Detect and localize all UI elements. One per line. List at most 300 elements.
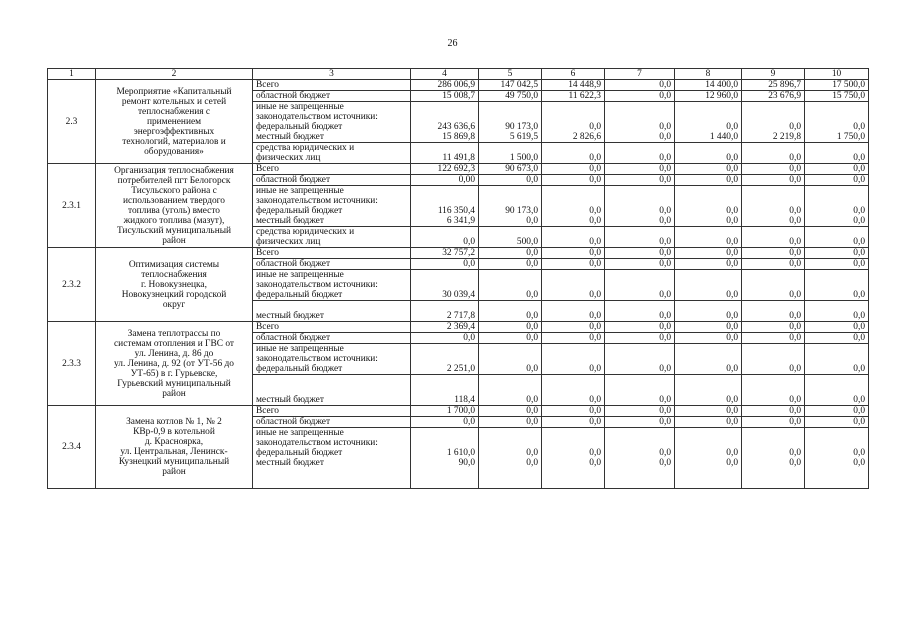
- description-line: район: [162, 235, 186, 246]
- amount-cell: [542, 417, 605, 428]
- amount-value: 0,0: [589, 164, 601, 174]
- amount-cell: [675, 186, 742, 227]
- amount-cell: [542, 428, 605, 489]
- source-line: Всего: [256, 248, 279, 258]
- funding-source: [253, 375, 411, 406]
- amount-value: 0,0: [853, 206, 865, 216]
- item-description: [96, 164, 253, 248]
- source-line: иные не запрещенные: [256, 344, 344, 354]
- description-line: Кузнецкий муниципальный: [118, 457, 230, 467]
- description-line: г. Новокузнецка,: [141, 279, 207, 290]
- amount-value: 0,0: [726, 311, 738, 321]
- source-line: [256, 301, 407, 311]
- amount-cell: [411, 375, 479, 406]
- amount-value: 23 676,9: [768, 91, 801, 101]
- amount-cell: [542, 259, 605, 270]
- amount-cell: [805, 164, 869, 175]
- amount-value: 0,0: [589, 237, 601, 247]
- description-line: ремонт котельных и сетей: [121, 96, 227, 107]
- amount-cell: [675, 417, 742, 428]
- funding-table: [47, 68, 869, 489]
- description-line: Новокузнецкий городской: [121, 289, 227, 300]
- amount-cell: [605, 333, 675, 344]
- funding-source: [253, 406, 411, 417]
- amount-cell: [479, 333, 542, 344]
- amount-value: 0,0: [526, 248, 538, 258]
- amount-value: 0,0: [526, 322, 538, 332]
- amount-cell: [542, 143, 605, 164]
- amount-value: 500,0: [516, 237, 538, 247]
- table-row: [48, 322, 869, 333]
- amount-value: 0,0: [589, 333, 601, 343]
- amount-cell: [805, 143, 869, 164]
- source-line: местный бюджет: [256, 395, 324, 405]
- amount-value: 0,0: [463, 259, 475, 269]
- source-line: областной бюджет: [256, 333, 331, 343]
- amount-cell: [605, 417, 675, 428]
- description-line: Замена котлов № 1, № 2: [126, 417, 222, 427]
- amount-value: 0,0: [853, 290, 865, 300]
- source-line: средства юридических и: [256, 227, 355, 237]
- amount-value: 0,0: [789, 395, 801, 405]
- amount-cell: [675, 259, 742, 270]
- amount-cell: [479, 259, 542, 270]
- amount-cell: [605, 80, 675, 91]
- amount-value: 0,0: [726, 175, 738, 185]
- amount-cell: [411, 333, 479, 344]
- amount-value: 0,0: [726, 333, 738, 343]
- amount-value: 147 042,5: [500, 80, 538, 90]
- amount-cell: [742, 301, 805, 322]
- column-header: 1: [48, 69, 96, 80]
- amount-value: 0,0: [789, 206, 801, 216]
- amount-cell: [805, 375, 869, 406]
- amount-value: 0,0: [853, 122, 865, 132]
- amount-cell: [742, 333, 805, 344]
- description-line: энергоэффективных: [133, 126, 215, 137]
- amount-cell: [742, 259, 805, 270]
- amount-value: 2 717,8: [446, 311, 475, 321]
- amount-cell: [542, 301, 605, 322]
- item-description: [96, 322, 253, 406]
- source-line: федеральный бюджет: [256, 290, 343, 300]
- amount-value: 0,0: [789, 417, 801, 427]
- amount-value: 0,0: [726, 364, 738, 374]
- amount-cell: [675, 406, 742, 417]
- table-row: [48, 80, 869, 91]
- funding-source: [253, 270, 411, 301]
- item-number: 2.3.1: [48, 164, 96, 248]
- description-line: ул. Ленина, д. 92 (от УТ-56 до: [114, 358, 234, 369]
- amount-cell: [805, 406, 869, 417]
- funding-source: [253, 248, 411, 259]
- amount-value: 0,0: [589, 458, 601, 468]
- amount-value: 0,0: [526, 259, 538, 269]
- amount-value: 0,0: [726, 248, 738, 258]
- column-header: 4: [411, 69, 479, 80]
- amount-value: 1 700,0: [446, 406, 475, 416]
- amount-value: 0,0: [589, 395, 601, 405]
- source-line: Всего: [256, 322, 279, 332]
- amount-value: 30 039,4: [442, 290, 475, 300]
- amount-value: 15 750,0: [832, 91, 865, 101]
- amount-cell: [542, 344, 605, 375]
- amount-value: 0,0: [526, 216, 538, 226]
- amount-value: 0,0: [659, 448, 671, 458]
- amount-cell: [805, 227, 869, 248]
- source-line: [256, 468, 407, 478]
- amount-value: 0,00: [458, 175, 475, 185]
- amount-cell: [479, 102, 542, 143]
- source-line: [256, 478, 407, 488]
- amount-value: 0,0: [526, 458, 538, 468]
- column-header: 5: [479, 69, 542, 80]
- amount-value: 0,0: [659, 417, 671, 427]
- amount-cell: [542, 406, 605, 417]
- amount-cell: [411, 270, 479, 301]
- funding-source: [253, 333, 411, 344]
- amount-cell: [805, 322, 869, 333]
- amount-cell: [605, 227, 675, 248]
- amount-value: 0,0: [726, 458, 738, 468]
- amount-cell: [411, 143, 479, 164]
- source-line: федеральный бюджет: [256, 122, 343, 132]
- amount-value: 0,0: [789, 448, 801, 458]
- amount-cell: [542, 175, 605, 186]
- amount-value: 0,0: [789, 164, 801, 174]
- amount-value: 0,0: [853, 164, 865, 174]
- amount-cell: [805, 344, 869, 375]
- amount-value: 25 896,7: [768, 80, 801, 90]
- amount-cell: [411, 102, 479, 143]
- amount-cell: [742, 428, 805, 489]
- amount-value: 0,0: [589, 122, 601, 132]
- funding-source: [253, 322, 411, 333]
- amount-value: 14 448,9: [568, 80, 601, 90]
- amount-value: 0,0: [659, 259, 671, 269]
- source-line: иные не запрещенные: [256, 428, 344, 438]
- amount-value: 0,0: [589, 322, 601, 332]
- description-line: системам отопления и ГВС от: [114, 338, 234, 349]
- description-line: теплоснабжения: [141, 269, 207, 280]
- source-line: местный бюджет: [256, 311, 324, 321]
- funding-source: [253, 91, 411, 102]
- amount-cell: [742, 406, 805, 417]
- amount-value: 1 500,0: [509, 153, 538, 163]
- description-line: Замена теплотрассы по: [127, 328, 221, 339]
- amount-value: 0,0: [659, 290, 671, 300]
- amount-value: 12 960,0: [705, 91, 738, 101]
- amount-value: 0,0: [659, 132, 671, 142]
- source-line: законодательством источники:: [256, 112, 378, 122]
- description-line: Мероприятие «Капитальный: [116, 86, 232, 97]
- amount-value: 0,0: [853, 248, 865, 258]
- amount-value: 118,4: [454, 395, 475, 405]
- amount-value: 0,0: [526, 417, 538, 427]
- amount-value: 1 750,0: [836, 132, 865, 142]
- amount-cell: [605, 406, 675, 417]
- column-header: 9: [742, 69, 805, 80]
- amount-value: 0,0: [726, 153, 738, 163]
- amount-cell: [605, 270, 675, 301]
- amount-value: 0,0: [789, 333, 801, 343]
- amount-cell: [542, 270, 605, 301]
- source-line: областной бюджет: [256, 417, 331, 427]
- amount-cell: [411, 164, 479, 175]
- amount-value: 90 173,0: [505, 122, 538, 132]
- amount-cell: [411, 248, 479, 259]
- amount-cell: [411, 175, 479, 186]
- amount-value: 0,0: [589, 364, 601, 374]
- amount-value: 0,0: [789, 322, 801, 332]
- description-line: теплоснабжения с: [137, 106, 211, 117]
- description-line: ул. Ленина, д. 86 до: [134, 348, 214, 359]
- amount-value: 0,0: [659, 333, 671, 343]
- amount-value: 0,0: [726, 448, 738, 458]
- column-header: 6: [542, 69, 605, 80]
- amount-value: 0,0: [659, 216, 671, 226]
- source-line: иные не запрещенные: [256, 270, 344, 280]
- amount-cell: [742, 248, 805, 259]
- amount-value: 2 219,8: [772, 132, 801, 142]
- item-description: [96, 248, 253, 322]
- amount-cell: [742, 164, 805, 175]
- amount-cell: [675, 164, 742, 175]
- amount-cell: [675, 80, 742, 91]
- amount-cell: [805, 248, 869, 259]
- amount-cell: [742, 80, 805, 91]
- amount-value: 0,0: [853, 333, 865, 343]
- amount-cell: [479, 344, 542, 375]
- amount-value: 0,0: [789, 311, 801, 321]
- source-line: [256, 385, 407, 395]
- amount-cell: [742, 227, 805, 248]
- amount-cell: [805, 417, 869, 428]
- amount-cell: [675, 375, 742, 406]
- amount-value: 0,0: [726, 322, 738, 332]
- source-line: местный бюджет: [256, 132, 324, 142]
- amount-value: 0,0: [659, 458, 671, 468]
- amount-cell: [742, 270, 805, 301]
- amount-value: 243 636,6: [437, 122, 475, 132]
- amount-cell: [675, 322, 742, 333]
- description-line: топлива (уголь) вместо: [127, 205, 220, 216]
- source-line: иные не запрещенные: [256, 102, 344, 112]
- amount-value: 0,0: [726, 406, 738, 416]
- amount-cell: [675, 175, 742, 186]
- amount-cell: [479, 417, 542, 428]
- description-line: округ: [162, 299, 186, 310]
- amount-cell: [742, 344, 805, 375]
- amount-value: 0,0: [789, 458, 801, 468]
- amount-value: 0,0: [659, 322, 671, 332]
- table-row: [48, 406, 869, 417]
- amount-value: 0,0: [726, 417, 738, 427]
- amount-value: 15 869,8: [442, 132, 475, 142]
- amount-cell: [479, 375, 542, 406]
- amount-cell: [675, 428, 742, 489]
- source-line: Всего: [256, 164, 279, 174]
- amount-value: 0,0: [853, 153, 865, 163]
- funding-source: [253, 259, 411, 270]
- amount-value: 0,0: [463, 237, 475, 247]
- amount-value: 0,0: [853, 311, 865, 321]
- amount-value: 0,0: [463, 333, 475, 343]
- amount-value: 0,0: [726, 216, 738, 226]
- description-line: использованием твердого: [123, 195, 225, 206]
- item-number: 2.3.2: [48, 248, 96, 322]
- amount-value: 17 500,0: [832, 80, 865, 90]
- amount-cell: [742, 102, 805, 143]
- amount-value: 0,0: [853, 406, 865, 416]
- source-line: законодательством источники:: [256, 354, 378, 364]
- amount-cell: [542, 102, 605, 143]
- amount-cell: [479, 175, 542, 186]
- amount-value: 0,0: [853, 448, 865, 458]
- source-line: областной бюджет: [256, 175, 331, 185]
- amount-cell: [605, 259, 675, 270]
- description-line: Гурьевский муниципальный: [117, 378, 231, 389]
- amount-cell: [675, 301, 742, 322]
- amount-cell: [411, 91, 479, 102]
- description-line: жидкого топлива (мазут),: [123, 215, 225, 226]
- amount-cell: [742, 322, 805, 333]
- item-description: [96, 406, 253, 489]
- amount-cell: [411, 80, 479, 91]
- column-header: 3: [253, 69, 411, 80]
- amount-value: 0,0: [853, 216, 865, 226]
- amount-value: 0,0: [726, 237, 738, 247]
- funding-source: [253, 301, 411, 322]
- amount-value: 0,0: [589, 406, 601, 416]
- amount-value: 0,0: [589, 216, 601, 226]
- amount-value: 1 610,0: [446, 448, 475, 458]
- amount-value: 0,0: [589, 448, 601, 458]
- amount-value: 0,0: [526, 406, 538, 416]
- funding-source: [253, 428, 411, 489]
- amount-value: 0,0: [789, 122, 801, 132]
- amount-value: 0,0: [526, 311, 538, 321]
- amount-value: 14 400,0: [705, 80, 738, 90]
- amount-value: 0,0: [526, 333, 538, 343]
- amount-value: 0,0: [589, 175, 601, 185]
- source-line: законодательством источники:: [256, 438, 378, 448]
- description-line: технологий, материалов и: [122, 136, 226, 147]
- description-line: д. Красноярка,: [144, 437, 204, 447]
- amount-value: 0,0: [589, 259, 601, 269]
- amount-cell: [479, 322, 542, 333]
- source-line: физических лиц: [256, 153, 321, 163]
- source-line: законодательством источники:: [256, 280, 378, 290]
- amount-value: 0,0: [789, 290, 801, 300]
- source-line: федеральный бюджет: [256, 364, 343, 374]
- amount-value: 116 350,4: [437, 206, 475, 216]
- amount-value: 122 692,3: [437, 164, 475, 174]
- amount-value: 0,0: [659, 175, 671, 185]
- item-number: 2.3.4: [48, 406, 96, 489]
- amount-cell: [542, 248, 605, 259]
- amount-value: 0,0: [659, 311, 671, 321]
- table-row: [48, 248, 869, 259]
- amount-cell: [742, 143, 805, 164]
- description-line: район: [162, 388, 186, 399]
- amount-value: 0,0: [659, 248, 671, 258]
- amount-value: 0,0: [853, 237, 865, 247]
- amount-value: 2 826,6: [572, 132, 601, 142]
- amount-value: 11 491,8: [442, 153, 475, 163]
- amount-cell: [675, 344, 742, 375]
- amount-cell: [479, 91, 542, 102]
- amount-value: 0,0: [659, 364, 671, 374]
- column-header: 8: [675, 69, 742, 80]
- amount-cell: [479, 428, 542, 489]
- amount-cell: [479, 143, 542, 164]
- amount-value: 286 006,9: [437, 80, 475, 90]
- amount-cell: [675, 91, 742, 102]
- amount-cell: [411, 186, 479, 227]
- amount-cell: [411, 344, 479, 375]
- amount-cell: [479, 227, 542, 248]
- amount-cell: [605, 143, 675, 164]
- funding-source: [253, 175, 411, 186]
- amount-cell: [605, 91, 675, 102]
- amount-value: 0,0: [789, 406, 801, 416]
- amount-value: 0,0: [589, 311, 601, 321]
- amount-cell: [605, 186, 675, 227]
- amount-cell: [675, 270, 742, 301]
- amount-cell: [805, 91, 869, 102]
- amount-cell: [479, 270, 542, 301]
- amount-cell: [605, 322, 675, 333]
- description-line: оборудования»: [144, 146, 204, 157]
- item-description: [96, 80, 253, 164]
- amount-value: 0,0: [726, 164, 738, 174]
- amount-value: 0,0: [789, 175, 801, 185]
- amount-value: 0,0: [659, 80, 671, 90]
- amount-value: 0,0: [589, 417, 601, 427]
- description-line: УТ-65) в г. Гурьевске,: [130, 368, 218, 379]
- amount-value: 0,0: [589, 248, 601, 258]
- funding-source: [253, 344, 411, 375]
- amount-cell: [542, 322, 605, 333]
- amount-cell: [742, 417, 805, 428]
- amount-value: 0,0: [659, 406, 671, 416]
- amount-cell: [805, 428, 869, 489]
- description-line: Организация теплоснабжения: [114, 165, 234, 176]
- amount-cell: [411, 428, 479, 489]
- amount-cell: [742, 91, 805, 102]
- amount-cell: [742, 175, 805, 186]
- amount-value: 0,0: [589, 290, 601, 300]
- description-line: Оптимизация системы: [128, 259, 220, 270]
- amount-cell: [805, 270, 869, 301]
- amount-cell: [479, 301, 542, 322]
- amount-value: 0,0: [853, 175, 865, 185]
- funding-source: [253, 417, 411, 428]
- description-line: потребителей пгт Белогорск: [117, 175, 231, 186]
- amount-cell: [605, 248, 675, 259]
- column-header: 7: [605, 69, 675, 80]
- amount-cell: [675, 333, 742, 344]
- amount-cell: [805, 301, 869, 322]
- amount-cell: [605, 102, 675, 143]
- amount-value: 0,0: [853, 364, 865, 374]
- amount-cell: [411, 301, 479, 322]
- amount-cell: [805, 333, 869, 344]
- amount-cell: [675, 143, 742, 164]
- header-row: [48, 69, 869, 80]
- amount-cell: [605, 164, 675, 175]
